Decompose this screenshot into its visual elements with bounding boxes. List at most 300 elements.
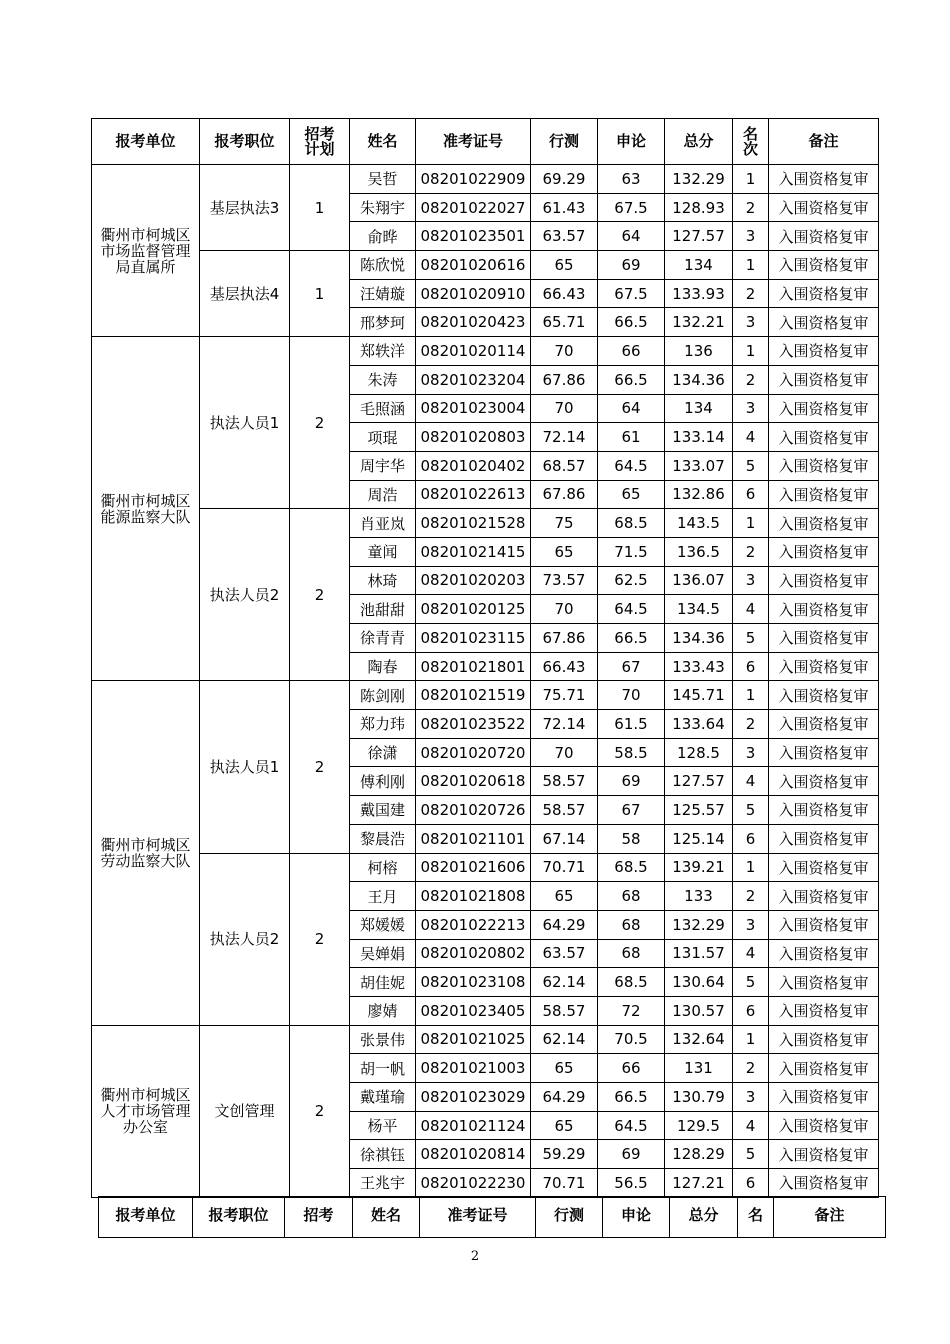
rank-cell: 2 (733, 537, 769, 566)
note-cell: 入围资格复审 (769, 222, 879, 251)
continued-header-total: 总分 (670, 1197, 738, 1238)
exam-id-cell: 08201021415 (416, 537, 531, 566)
shenlun-score-cell: 68 (598, 882, 665, 911)
results-table (91, 118, 879, 1198)
total-score-cell: 130.79 (665, 1083, 733, 1112)
note-cell: 入围资格复审 (769, 451, 879, 480)
note-cell: 入围资格复审 (769, 165, 879, 194)
note-cell: 入围资格复审 (769, 193, 879, 222)
header-exam-id: 准考证号 (416, 119, 531, 165)
xingce-score-cell: 72.14 (531, 423, 598, 452)
shenlun-score-cell: 64.5 (598, 595, 665, 624)
xingce-score-cell: 59.29 (531, 1140, 598, 1169)
total-score-cell: 132.21 (665, 308, 733, 337)
candidate-name-cell: 陈剑刚 (350, 681, 416, 710)
total-score-cell: 130.64 (665, 968, 733, 997)
total-score-cell: 127.57 (665, 222, 733, 251)
note-cell: 入围资格复审 (769, 365, 879, 394)
total-score-cell: 133.64 (665, 710, 733, 739)
exam-id-cell: 08201020910 (416, 279, 531, 308)
candidate-name-cell: 胡一帆 (350, 1054, 416, 1083)
xingce-score-cell: 65 (531, 1054, 598, 1083)
exam-id-cell: 08201020125 (416, 595, 531, 624)
exam-id-cell: 08201021101 (416, 824, 531, 853)
shenlun-score-cell: 58.5 (598, 738, 665, 767)
shenlun-score-cell: 64.5 (598, 1111, 665, 1140)
note-cell: 入围资格复审 (769, 910, 879, 939)
plan-cell: 2 (290, 509, 350, 681)
exam-id-cell: 08201020802 (416, 939, 531, 968)
shenlun-score-cell: 70 (598, 681, 665, 710)
plan-cell: 2 (290, 853, 350, 1025)
total-score-cell: 136 (665, 337, 733, 366)
candidate-name-cell: 陶春 (350, 652, 416, 681)
xingce-score-cell: 70.71 (531, 853, 598, 882)
continued-header-name: 姓名 (353, 1197, 420, 1238)
shenlun-score-cell: 67.5 (598, 193, 665, 222)
rank-cell: 2 (733, 1054, 769, 1083)
note-cell: 入围资格复审 (769, 652, 879, 681)
table-body (92, 165, 879, 1198)
candidate-name-cell: 吴婵娟 (350, 939, 416, 968)
rank-cell: 4 (733, 767, 769, 796)
total-score-cell: 136.07 (665, 566, 733, 595)
continued-header-plan: 招考 (285, 1197, 353, 1238)
xingce-score-cell: 64.29 (531, 1083, 598, 1112)
total-score-cell: 132.29 (665, 910, 733, 939)
rank-cell: 2 (733, 710, 769, 739)
table-row (92, 853, 879, 882)
table-header-row (92, 119, 879, 165)
rank-cell: 1 (733, 1025, 769, 1054)
exam-id-cell: 08201021025 (416, 1025, 531, 1054)
shenlun-score-cell: 68.5 (598, 968, 665, 997)
exam-id-cell: 08201020402 (416, 451, 531, 480)
plan-cell: 1 (290, 251, 350, 337)
exam-id-cell: 08201023115 (416, 624, 531, 653)
xingce-score-cell: 67.14 (531, 824, 598, 853)
exam-id-cell: 08201023108 (416, 968, 531, 997)
note-cell: 入围资格复审 (769, 710, 879, 739)
unit-cell: 衢州市柯城区能源监察大队 (92, 337, 200, 681)
note-cell: 入围资格复审 (769, 394, 879, 423)
xingce-score-cell: 65 (531, 1111, 598, 1140)
exam-id-cell: 08201020720 (416, 738, 531, 767)
rank-cell: 6 (733, 824, 769, 853)
xingce-score-cell: 70 (531, 337, 598, 366)
plan-cell: 1 (290, 165, 350, 251)
exam-id-cell: 08201021808 (416, 882, 531, 911)
xingce-score-cell: 70 (531, 595, 598, 624)
xingce-score-cell: 66.43 (531, 652, 598, 681)
table-row (92, 165, 879, 194)
shenlun-score-cell: 70.5 (598, 1025, 665, 1054)
exam-id-cell: 08201022909 (416, 165, 531, 194)
continued-table-header (98, 1196, 886, 1238)
xingce-score-cell: 73.57 (531, 566, 598, 595)
rank-cell: 1 (733, 337, 769, 366)
rank-cell: 5 (733, 1140, 769, 1169)
xingce-score-cell: 75.71 (531, 681, 598, 710)
rank-cell: 1 (733, 681, 769, 710)
note-cell: 入围资格复审 (769, 738, 879, 767)
continued-header-row (99, 1197, 886, 1238)
rank-cell: 5 (733, 624, 769, 653)
rank-cell: 2 (733, 193, 769, 222)
exam-id-cell: 08201021801 (416, 652, 531, 681)
shenlun-score-cell: 64.5 (598, 451, 665, 480)
xingce-score-cell: 67.86 (531, 624, 598, 653)
exam-id-cell: 08201023405 (416, 996, 531, 1025)
total-score-cell: 143.5 (665, 509, 733, 538)
note-cell: 入围资格复审 (769, 968, 879, 997)
total-score-cell: 125.57 (665, 796, 733, 825)
position-cell: 文创管理 (200, 1025, 290, 1197)
rank-cell: 6 (733, 652, 769, 681)
note-cell: 入围资格复审 (769, 480, 879, 509)
shenlun-score-cell: 69 (598, 251, 665, 280)
note-cell: 入围资格复审 (769, 308, 879, 337)
candidate-name-cell: 徐青青 (350, 624, 416, 653)
candidate-name-cell: 池甜甜 (350, 595, 416, 624)
candidate-name-cell: 朱翔宇 (350, 193, 416, 222)
shenlun-score-cell: 66.5 (598, 308, 665, 337)
candidate-name-cell: 郑力玮 (350, 710, 416, 739)
total-score-cell: 131 (665, 1054, 733, 1083)
candidate-name-cell: 毛照涵 (350, 394, 416, 423)
xingce-score-cell: 65 (531, 882, 598, 911)
shenlun-score-cell: 66 (598, 337, 665, 366)
rank-cell: 6 (733, 480, 769, 509)
total-score-cell: 130.57 (665, 996, 733, 1025)
exam-id-cell: 08201023029 (416, 1083, 531, 1112)
candidate-name-cell: 柯榕 (350, 853, 416, 882)
total-score-cell: 134.5 (665, 595, 733, 624)
total-score-cell: 125.14 (665, 824, 733, 853)
shenlun-score-cell: 68 (598, 939, 665, 968)
exam-id-cell: 08201023501 (416, 222, 531, 251)
rank-cell: 6 (733, 1169, 769, 1198)
rank-cell: 3 (733, 910, 769, 939)
continued-header-rank: 名 (738, 1197, 774, 1238)
exam-id-cell: 08201023004 (416, 394, 531, 423)
shenlun-score-cell: 69 (598, 767, 665, 796)
note-cell: 入围资格复审 (769, 624, 879, 653)
total-score-cell: 132.29 (665, 165, 733, 194)
xingce-score-cell: 66.43 (531, 279, 598, 308)
note-cell: 入围资格复审 (769, 1025, 879, 1054)
xingce-score-cell: 67.86 (531, 365, 598, 394)
shenlun-score-cell: 72 (598, 996, 665, 1025)
plan-cell: 2 (290, 337, 350, 509)
note-cell: 入围资格复审 (769, 595, 879, 624)
rank-cell: 4 (733, 423, 769, 452)
header-total: 总分 (665, 119, 733, 165)
shenlun-score-cell: 63 (598, 165, 665, 194)
rank-cell: 2 (733, 365, 769, 394)
xingce-score-cell: 62.14 (531, 1025, 598, 1054)
exam-id-cell: 08201020814 (416, 1140, 531, 1169)
rank-cell: 2 (733, 279, 769, 308)
total-score-cell: 128.29 (665, 1140, 733, 1169)
exam-id-cell: 08201020618 (416, 767, 531, 796)
exam-id-cell: 08201020203 (416, 566, 531, 595)
table-row (92, 337, 879, 366)
xingce-score-cell: 69.29 (531, 165, 598, 194)
candidate-name-cell: 朱涛 (350, 365, 416, 394)
xingce-score-cell: 68.57 (531, 451, 598, 480)
shenlun-score-cell: 66.5 (598, 1083, 665, 1112)
total-score-cell: 133.93 (665, 279, 733, 308)
continued-header-unit: 报考单位 (99, 1197, 193, 1238)
xingce-score-cell: 70 (531, 738, 598, 767)
total-score-cell: 133 (665, 882, 733, 911)
note-cell: 入围资格复审 (769, 1054, 879, 1083)
continued-header-xingce: 行测 (536, 1197, 603, 1238)
note-cell: 入围资格复审 (769, 681, 879, 710)
exam-id-cell: 08201023522 (416, 710, 531, 739)
shenlun-score-cell: 67.5 (598, 279, 665, 308)
rank-cell: 5 (733, 796, 769, 825)
shenlun-score-cell: 68 (598, 910, 665, 939)
xingce-score-cell: 67.86 (531, 480, 598, 509)
page-number: 2 (470, 1249, 480, 1264)
xingce-score-cell: 63.57 (531, 939, 598, 968)
candidate-name-cell: 童闻 (350, 537, 416, 566)
exam-id-cell: 08201021124 (416, 1111, 531, 1140)
exam-id-cell: 08201020726 (416, 796, 531, 825)
candidate-name-cell: 汪婧璇 (350, 279, 416, 308)
xingce-score-cell: 70 (531, 394, 598, 423)
candidate-name-cell: 陈欣悦 (350, 251, 416, 280)
note-cell: 入围资格复审 (769, 824, 879, 853)
note-cell: 入围资格复审 (769, 767, 879, 796)
plan-cell: 2 (290, 1025, 350, 1197)
candidate-name-cell: 周浩 (350, 480, 416, 509)
position-cell: 执法人员2 (200, 853, 290, 1025)
candidate-name-cell: 郑媛媛 (350, 910, 416, 939)
table-row (92, 1025, 879, 1054)
note-cell: 入围资格复审 (769, 251, 879, 280)
shenlun-score-cell: 62.5 (598, 566, 665, 595)
note-cell: 入围资格复审 (769, 1140, 879, 1169)
rank-cell: 1 (733, 853, 769, 882)
continued-header-shenlun: 申论 (603, 1197, 670, 1238)
candidate-name-cell: 俞晔 (350, 222, 416, 251)
candidate-name-cell: 项琨 (350, 423, 416, 452)
candidate-name-cell: 邢梦珂 (350, 308, 416, 337)
note-cell: 入围资格复审 (769, 509, 879, 538)
unit-cell: 衢州市柯城区市场监督管理局直属所 (92, 165, 200, 337)
rank-cell: 3 (733, 1083, 769, 1112)
note-cell: 入围资格复审 (769, 796, 879, 825)
header-plan (290, 119, 350, 165)
candidate-name-cell: 林琦 (350, 566, 416, 595)
shenlun-score-cell: 68.5 (598, 509, 665, 538)
continued-header-position: 报考职位 (193, 1197, 285, 1238)
shenlun-score-cell: 66.5 (598, 624, 665, 653)
note-cell: 入围资格复审 (769, 1169, 879, 1198)
candidate-name-cell: 王月 (350, 882, 416, 911)
shenlun-score-cell: 58 (598, 824, 665, 853)
xingce-score-cell: 70.71 (531, 1169, 598, 1198)
shenlun-score-cell: 66.5 (598, 365, 665, 394)
total-score-cell: 127.21 (665, 1169, 733, 1198)
xingce-score-cell: 63.57 (531, 222, 598, 251)
total-score-cell: 129.5 (665, 1111, 733, 1140)
total-score-cell: 134.36 (665, 365, 733, 394)
exam-id-cell: 08201021606 (416, 853, 531, 882)
shenlun-score-cell: 67 (598, 796, 665, 825)
header-position: 报考职位 (200, 119, 290, 165)
candidate-name-cell: 戴国建 (350, 796, 416, 825)
total-score-cell: 139.21 (665, 853, 733, 882)
note-cell: 入围资格复审 (769, 996, 879, 1025)
xingce-score-cell: 72.14 (531, 710, 598, 739)
candidate-name-cell: 徐潇 (350, 738, 416, 767)
position-cell: 基层执法3 (200, 165, 290, 251)
rank-cell: 3 (733, 222, 769, 251)
total-score-cell: 136.5 (665, 537, 733, 566)
exam-id-cell: 08201020423 (416, 308, 531, 337)
continued-header-note: 备注 (774, 1197, 886, 1238)
rank-cell: 1 (733, 251, 769, 280)
shenlun-score-cell: 56.5 (598, 1169, 665, 1198)
rank-cell: 3 (733, 738, 769, 767)
total-score-cell: 145.71 (665, 681, 733, 710)
table-row (92, 251, 879, 280)
rank-cell: 4 (733, 595, 769, 624)
note-cell: 入围资格复审 (769, 1111, 879, 1140)
xingce-score-cell: 64.29 (531, 910, 598, 939)
xingce-score-cell: 65.71 (531, 308, 598, 337)
candidate-name-cell: 徐祺钰 (350, 1140, 416, 1169)
unit-cell: 衢州市柯城区劳动监察大队 (92, 681, 200, 1025)
candidate-name-cell: 王兆宇 (350, 1169, 416, 1198)
exam-id-cell: 08201022213 (416, 910, 531, 939)
note-cell: 入围资格复审 (769, 423, 879, 452)
exam-id-cell: 08201022027 (416, 193, 531, 222)
candidate-name-cell: 杨平 (350, 1111, 416, 1140)
exam-id-cell: 08201023204 (416, 365, 531, 394)
rank-cell: 5 (733, 451, 769, 480)
shenlun-score-cell: 64 (598, 394, 665, 423)
rank-cell: 4 (733, 939, 769, 968)
rank-cell: 5 (733, 968, 769, 997)
total-score-cell: 133.43 (665, 652, 733, 681)
candidate-name-cell: 郑轶洋 (350, 337, 416, 366)
candidate-name-cell: 周宇华 (350, 451, 416, 480)
position-cell: 执法人员1 (200, 337, 290, 509)
total-score-cell: 132.64 (665, 1025, 733, 1054)
note-cell: 入围资格复审 (769, 853, 879, 882)
rank-cell: 2 (733, 882, 769, 911)
xingce-score-cell: 65 (531, 537, 598, 566)
position-cell: 执法人员2 (200, 509, 290, 681)
total-score-cell: 134 (665, 394, 733, 423)
header-xingce: 行测 (531, 119, 598, 165)
table-row (92, 681, 879, 710)
candidate-name-cell: 肖亚岚 (350, 509, 416, 538)
unit-cell: 衢州市柯城区人才市场管理办公室 (92, 1025, 200, 1197)
total-score-cell: 134 (665, 251, 733, 280)
rank-cell: 3 (733, 308, 769, 337)
total-score-cell: 132.86 (665, 480, 733, 509)
candidate-name-cell: 戴瑾瑜 (350, 1083, 416, 1112)
exam-id-cell: 08201021003 (416, 1054, 531, 1083)
shenlun-score-cell: 64 (598, 222, 665, 251)
exam-id-cell: 08201020803 (416, 423, 531, 452)
total-score-cell: 127.57 (665, 767, 733, 796)
header-shenlun: 申论 (598, 119, 665, 165)
header-rank-text: 名 次 (742, 124, 758, 158)
note-cell: 入围资格复审 (769, 566, 879, 595)
candidate-name-cell: 傅利刚 (350, 767, 416, 796)
xingce-score-cell: 65 (531, 251, 598, 280)
shenlun-score-cell: 69 (598, 1140, 665, 1169)
xingce-score-cell: 58.57 (531, 796, 598, 825)
total-score-cell: 134.36 (665, 624, 733, 653)
candidate-name-cell: 胡佳妮 (350, 968, 416, 997)
shenlun-score-cell: 61 (598, 423, 665, 452)
rank-cell: 3 (733, 566, 769, 595)
header-note: 备注 (769, 119, 879, 165)
note-cell: 入围资格复审 (769, 882, 879, 911)
shenlun-score-cell: 66 (598, 1054, 665, 1083)
position-cell: 执法人员1 (200, 681, 290, 853)
rank-cell: 3 (733, 394, 769, 423)
total-score-cell: 128.93 (665, 193, 733, 222)
xingce-score-cell: 62.14 (531, 968, 598, 997)
header-rank (733, 119, 769, 165)
plan-cell: 2 (290, 681, 350, 853)
rank-cell: 1 (733, 509, 769, 538)
shenlun-score-cell: 65 (598, 480, 665, 509)
xingce-score-cell: 58.57 (531, 767, 598, 796)
total-score-cell: 133.07 (665, 451, 733, 480)
rank-cell: 4 (733, 1111, 769, 1140)
xingce-score-cell: 58.57 (531, 996, 598, 1025)
note-cell: 入围资格复审 (769, 337, 879, 366)
total-score-cell: 128.5 (665, 738, 733, 767)
rank-cell: 6 (733, 996, 769, 1025)
shenlun-score-cell: 61.5 (598, 710, 665, 739)
table-row (92, 509, 879, 538)
candidate-name-cell: 吴哲 (350, 165, 416, 194)
note-cell: 入围资格复审 (769, 1083, 879, 1112)
note-cell: 入围资格复审 (769, 939, 879, 968)
header-unit: 报考单位 (92, 119, 200, 165)
note-cell: 入围资格复审 (769, 537, 879, 566)
exam-id-cell: 08201021519 (416, 681, 531, 710)
total-score-cell: 131.57 (665, 939, 733, 968)
shenlun-score-cell: 71.5 (598, 537, 665, 566)
xingce-score-cell: 75 (531, 509, 598, 538)
shenlun-score-cell: 68.5 (598, 853, 665, 882)
total-score-cell: 133.14 (665, 423, 733, 452)
note-cell: 入围资格复审 (769, 279, 879, 308)
continued-header-exam-id: 准考证号 (420, 1197, 536, 1238)
exam-id-cell: 08201020616 (416, 251, 531, 280)
exam-id-cell: 08201021528 (416, 509, 531, 538)
candidate-name-cell: 廖婧 (350, 996, 416, 1025)
rank-cell: 1 (733, 165, 769, 194)
candidate-name-cell: 张景伟 (350, 1025, 416, 1054)
exam-id-cell: 08201020114 (416, 337, 531, 366)
exam-id-cell: 08201022613 (416, 480, 531, 509)
header-plan-text: 招考 计划 (304, 124, 335, 158)
xingce-score-cell: 61.43 (531, 193, 598, 222)
